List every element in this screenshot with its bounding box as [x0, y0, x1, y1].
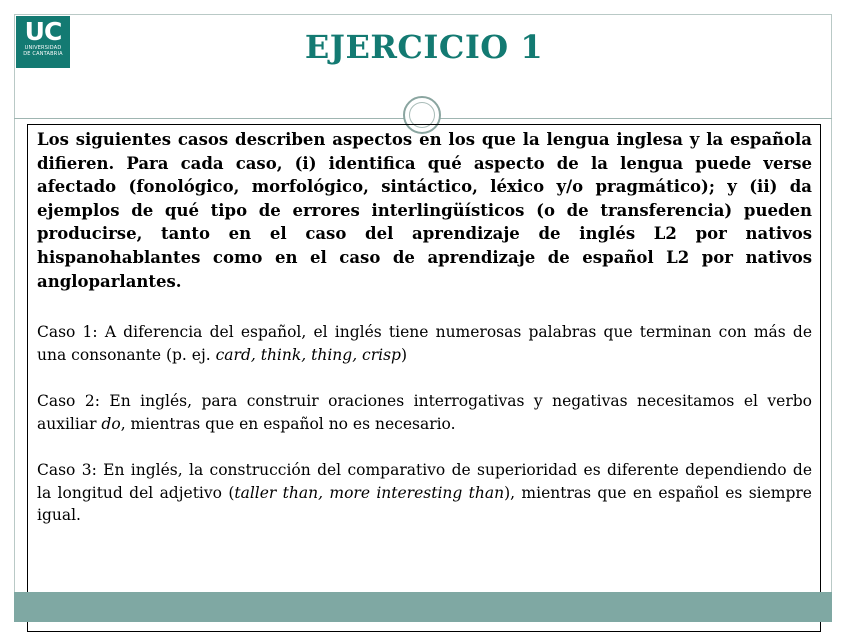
caso-3-end: ), mientras que en español es siempre igual. [37, 483, 812, 525]
logo-letters: UC [24, 17, 62, 46]
caso-1-text: Caso 1: A diferencia del español, el inglés tiene numerosas palabras que terminan con más de una consonante (p. ej. [37, 323, 812, 364]
instructions-paragraph: Los siguientes casos describen aspectos en los que la lengua inglesa y la española difieren. Para cada caso, (i) identifica qué aspecto de la lengua puede verse afectado (fonológico, morfológico, sintáctico, léxico y/o pragmático); y (ii) da ejemplos de qué tipo de errores interlingüísticos (o de transferencia) pueden producirse, tanto en el caso del aprendizaje de inglés L2 por nativos hispanohablantes como en el caso de aprendizaje de español L2 por nativos angloparlantes. [37, 130, 812, 291]
logo-line-2: DE CANTABRIA [23, 51, 63, 57]
caso-1-paragraph [37, 321, 812, 366]
caso-1-examples: card, think, thing, crisp [215, 345, 401, 364]
slide-title: EJERCICIO 1 [304, 28, 544, 66]
caso-1-end: ) [400, 345, 408, 364]
caso-2-text: Caso 2: En inglés, para construir oraciones interrogativas y negativas necesitamos el verbo auxiliar [37, 392, 812, 433]
slide-body [37, 128, 812, 527]
caso-3-paragraph [37, 459, 812, 527]
caso-2-example: do [101, 414, 121, 433]
caso-3-text: Caso 3: En inglés, la construcción del comparativo de superioridad es diferente dependiendo de la longitud del adjetivo ( [37, 461, 812, 502]
logo-line-1: UNIVERSIDAD [24, 45, 62, 51]
caso-3-examples: taller than, more interesting than [234, 483, 505, 502]
caso-2-end: , mientras que en español no es necesario. [120, 414, 456, 433]
caso-2-paragraph [37, 390, 812, 435]
footer-bar [14, 592, 832, 622]
